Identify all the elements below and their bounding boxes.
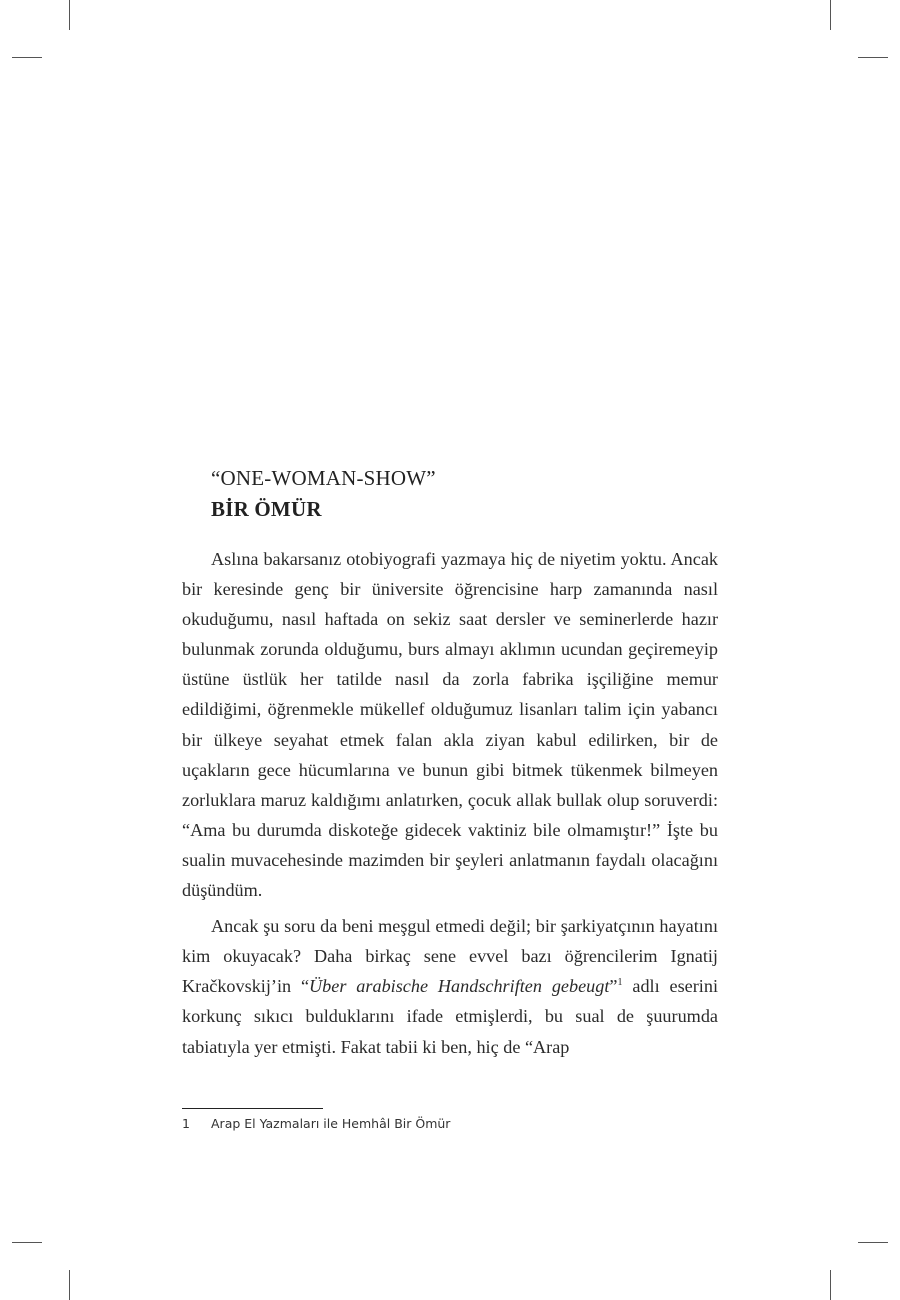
crop-mark-bottom-right-vertical <box>830 1270 831 1300</box>
chapter-title-line-2: BİR ÖMÜR <box>211 497 322 521</box>
crop-mark-bottom-left-horizontal <box>12 1242 42 1243</box>
footnote-number: 1 <box>182 1116 190 1131</box>
crop-mark-top-right-horizontal <box>858 57 888 58</box>
chapter-title <box>211 463 436 525</box>
footnote-text: Arap El Yazmaları ile Hemhâl Bir Ömür <box>211 1116 451 1131</box>
closing-quote: ” <box>609 976 618 997</box>
crop-mark-top-right-vertical <box>830 0 831 30</box>
paragraph-1: Aslına bakarsanız otobiyografi yazmaya hiç de niyetim yoktu. Ancak bir keresinde genç bir üniversite öğrencisine harp zamanında nasıl okuduğumu, nasıl haftada on sekiz saat dersler ve seminerlerde hazır bulunmak zorunda olduğumu, burs almayı aklımın ucundan geçiremeyip üstüne üstlük her tatilde nasıl da zorla fabrika işçiliğine memur edildiğimi, öğrenmekle mükellef olduğumuz lisanları talim için yabancı bir ülkeye seyahat etmek falan akla ziyan kabul edilirken, bir de uçakların gece hücumlarına ve bunun gibi bitmek tükenmek bilmeyen zorluklara maruz kaldığımı anlatırken, çocuk allak bullak olup soruverdi: “Ama bu durumda diskoteğe gidecek vaktiniz bile olmamıştır!” İşte bu sualin muvacehesinde mazimden bir şeyleri anlatmanın faydalı olacağını düşündüm. <box>182 549 718 901</box>
chapter-title-line-1: “ONE-WOMAN-SHOW” <box>211 466 436 490</box>
footnote-separator <box>182 1108 323 1109</box>
crop-mark-top-left-horizontal <box>12 57 42 58</box>
footnote <box>182 1115 450 1133</box>
body-text <box>182 544 718 1068</box>
paragraph-2-text-start: Ancak şu soru da beni meşgul etmedi değil; bir şarkiyatçının hayatını kim okuyacak? Daha birkaç sene evvel bazı öğrencilerim Ignatij Kračkovskij’in “ <box>182 916 718 997</box>
crop-mark-top-left-vertical <box>69 0 70 30</box>
crop-mark-bottom-right-horizontal <box>858 1242 888 1243</box>
book-title-italic: Über arabische Handschriften gebeugt <box>309 976 610 997</box>
crop-mark-bottom-left-vertical <box>69 1270 70 1300</box>
footnote-reference[interactable]: 1 <box>617 977 623 989</box>
paragraph-2-text-end: adlı eserini korkunç sıkıcı bulduklarını ifade etmişlerdi, bu sual de şuurumda tabiatıyla yer etmişti. Fakat tabii ki ben, hiç de “Arap <box>182 976 718 1057</box>
paragraph-2 <box>182 911 718 1061</box>
